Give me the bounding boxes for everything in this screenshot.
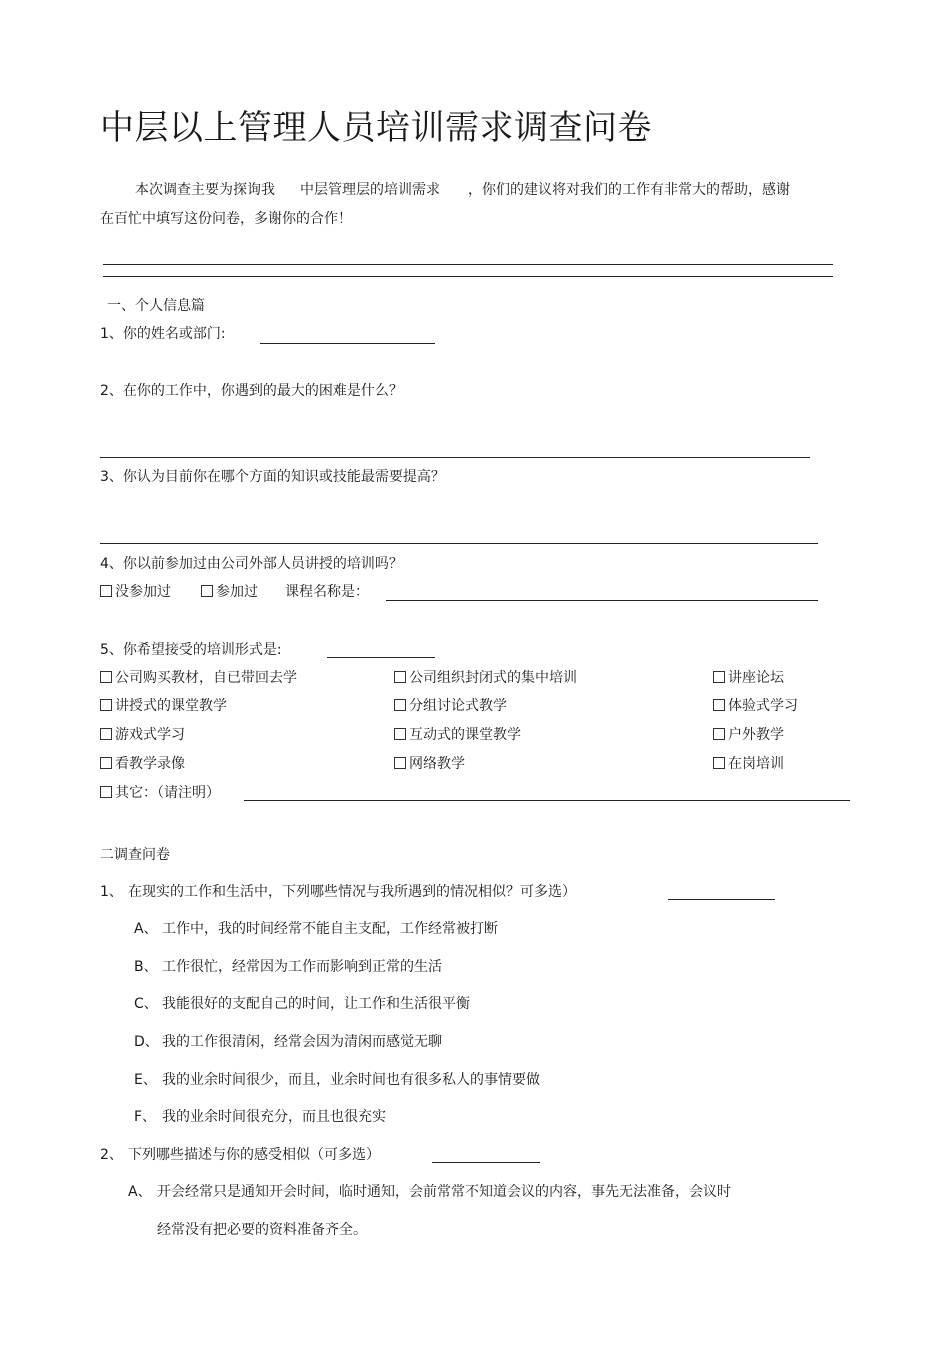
q5-option[interactable] <box>394 755 465 773</box>
q4-label: 4、你以前参加过由公司外部人员讲授的培训吗？ <box>100 556 403 572</box>
intro-text-4: 在百忙中填写这份问卷，多谢你的合作！ <box>100 211 352 227</box>
s2-q1-num: 1、 <box>100 884 123 900</box>
s2-q1-option-text: 我的业余时间很少，而且，业余时间也有很多私人的事情要做 <box>162 1072 540 1088</box>
q4-course-label: 课程名称是： <box>285 584 369 600</box>
s2-q2-option-text-cont: 经常没有把必要的资料准备齐全。 <box>157 1222 367 1238</box>
checkbox-icon[interactable] <box>100 585 112 597</box>
checkbox-icon[interactable] <box>713 757 725 769</box>
q5-option-label: 公司组织封闭式的集中培训 <box>409 670 577 686</box>
checkbox-icon[interactable] <box>100 699 112 711</box>
q5-option-label: 户外教学 <box>728 727 784 743</box>
other-input[interactable] <box>244 800 850 801</box>
q5-option[interactable] <box>713 726 784 744</box>
s2-q1-answer-line[interactable] <box>668 899 775 900</box>
q5-option-label: 体验式学习 <box>728 698 798 714</box>
s2-q2-option-text: 开会经常只是通知开会时间，临时通知，会前常常不知道会议的内容，事先无法准备，会议时 <box>157 1184 731 1200</box>
q2-label: 2、在你的工作中，你遇到的最大的困难是什么？ <box>100 383 403 399</box>
divider-top <box>103 264 833 265</box>
checkbox-icon[interactable] <box>713 671 725 683</box>
course-name-input[interactable] <box>386 600 818 601</box>
section2-heading: 二调查问卷 <box>100 847 170 863</box>
checkbox-icon[interactable] <box>100 671 112 683</box>
q5-option[interactable] <box>713 697 798 715</box>
s2-q1-option-text: 我能很好的支配自己的时间，让工作和生活很平衡 <box>162 996 470 1012</box>
q5-option[interactable] <box>394 726 521 744</box>
q4-option-no-label: 没参加过 <box>115 584 171 600</box>
q5-option-label: 分组讨论式教学 <box>409 698 507 714</box>
intro-text-2: 中层管理层的培训需求 <box>300 182 440 198</box>
q5-option[interactable] <box>394 669 577 687</box>
q5-option[interactable] <box>100 669 297 687</box>
s2-q2-answer-line[interactable] <box>432 1162 540 1163</box>
q5-option[interactable] <box>100 726 185 744</box>
q5-option[interactable] <box>713 669 784 687</box>
page-title: 中层以上管理人员培训需求调查问卷 <box>100 108 652 148</box>
q1-label: 1、你的姓名或部门: <box>100 326 226 342</box>
s2-q2-num: 2、 <box>100 1147 123 1163</box>
s2-q1-option-letter: D、 <box>134 1034 159 1050</box>
s2-q1-option-text: 我的业余时间很充分，而且也很充实 <box>162 1109 386 1125</box>
q5-option-label: 讲授式的课堂教学 <box>115 698 227 714</box>
q5-option-other[interactable] <box>100 784 220 802</box>
q5-option-label: 互动式的课堂教学 <box>409 727 521 743</box>
q2-answer-line[interactable] <box>100 457 810 458</box>
checkbox-icon[interactable] <box>713 728 725 740</box>
checkbox-icon[interactable] <box>713 699 725 711</box>
name-dept-input[interactable] <box>260 343 435 344</box>
checkbox-icon[interactable] <box>100 728 112 740</box>
q5-option[interactable] <box>100 697 227 715</box>
q5-option[interactable] <box>713 755 784 773</box>
checkbox-icon[interactable] <box>201 585 213 597</box>
q5-option-label: 在岗培训 <box>728 756 784 772</box>
checkbox-icon[interactable] <box>394 671 406 683</box>
s2-q1-option-letter: B、 <box>134 959 158 975</box>
q3-answer-line[interactable] <box>100 543 818 544</box>
q5-option-label: 公司购买教材，自已带回去学 <box>115 670 297 686</box>
s2-q2-option-letter: A、 <box>128 1184 152 1200</box>
checkbox-icon[interactable] <box>394 757 406 769</box>
intro-text-3: ，你们的建议将对我们的工作有非常大的帮助，感谢 <box>468 182 790 198</box>
q5-option[interactable] <box>100 755 185 773</box>
q5-other-label: 其它：（请注明） <box>115 785 220 801</box>
q4-option-yes-label: 参加过 <box>216 584 258 600</box>
q4-option-no[interactable] <box>100 583 171 601</box>
intro-text-1: 本次调查主要为探询我 <box>135 182 275 198</box>
divider-bottom <box>103 276 833 277</box>
q5-option[interactable] <box>394 697 507 715</box>
s2-q1-option-letter: C、 <box>134 996 158 1012</box>
q4-option-yes[interactable] <box>201 583 258 601</box>
s2-q2-label: 下列哪些描述与你的感受相似（可多选） <box>128 1147 380 1163</box>
q5-option-label: 网络教学 <box>409 756 465 772</box>
checkbox-icon[interactable] <box>100 786 112 798</box>
q5-answer-line[interactable] <box>327 657 435 658</box>
s2-q1-option-letter: A、 <box>134 921 158 937</box>
s2-q1-option-text: 工作很忙，经常因为工作而影响到正常的生活 <box>162 959 442 975</box>
checkbox-icon[interactable] <box>100 757 112 769</box>
q5-option-label: 游戏式学习 <box>115 727 185 743</box>
s2-q1-option-text: 我的工作很清闲，经常会因为清闲而感觉无聊 <box>162 1034 442 1050</box>
s2-q1-label: 在现实的工作和生活中，下列哪些情况与我所遇到的情况相似？可多选） <box>128 884 576 900</box>
s2-q1-option-letter: F、 <box>134 1109 157 1125</box>
q5-option-label: 讲座论坛 <box>728 670 784 686</box>
s2-q1-option-text: 工作中，我的时间经常不能自主支配，工作经常被打断 <box>162 921 498 937</box>
q5-option-label: 看教学录像 <box>115 756 185 772</box>
checkbox-icon[interactable] <box>394 699 406 711</box>
q3-label: 3、你认为目前你在哪个方面的知识或技能最需要提高？ <box>100 469 445 485</box>
checkbox-icon[interactable] <box>394 728 406 740</box>
s2-q1-option-letter: E、 <box>134 1072 157 1088</box>
section1-heading: 一、个人信息篇 <box>107 298 205 314</box>
q5-label: 5、你希望接受的培训形式是: <box>100 642 282 658</box>
